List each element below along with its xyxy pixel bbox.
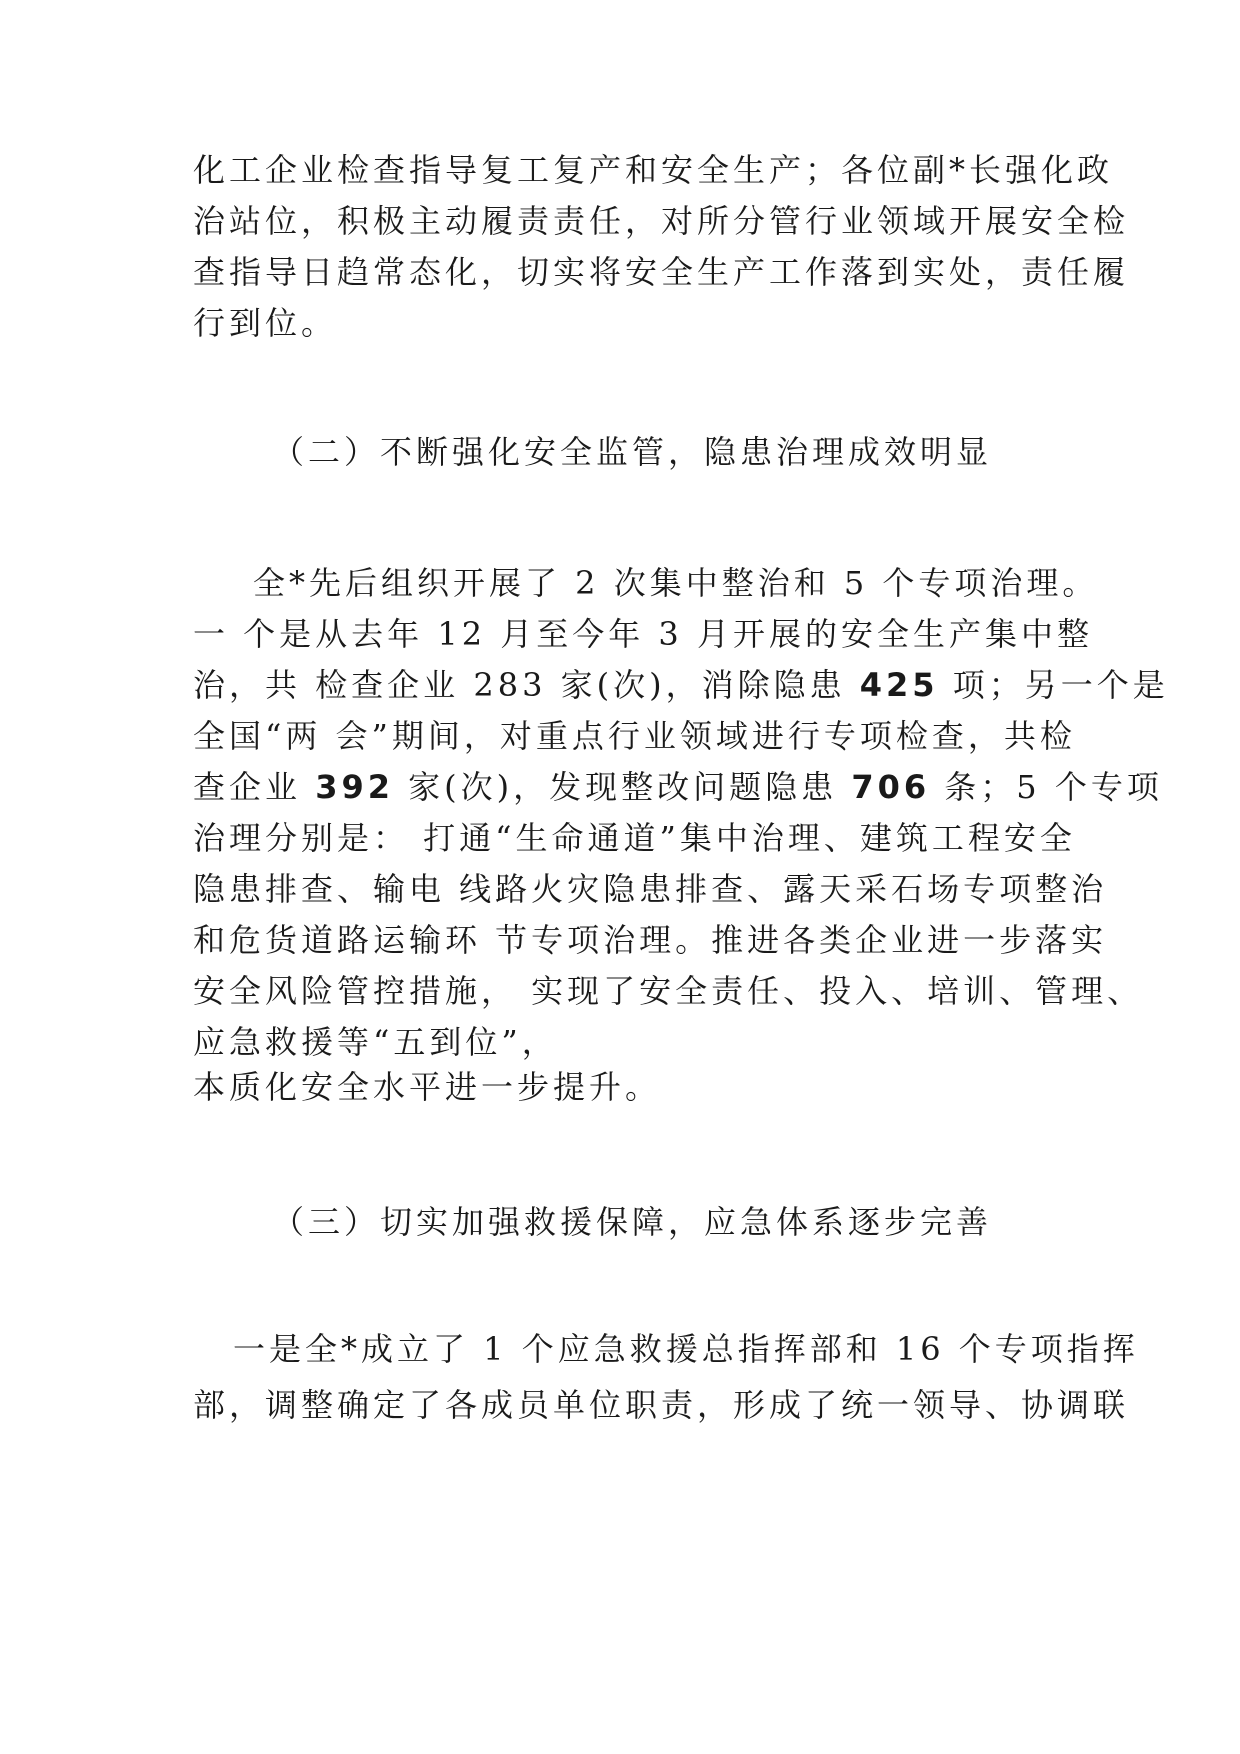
issue-count: 706	[851, 768, 931, 806]
section-heading-3: （三）切实加强救援保障，应急体系逐步完善	[272, 1203, 993, 1241]
paragraph-line: 和危货道路运输环 节专项治理。推进各类企业进一步落实	[193, 921, 1108, 959]
paragraph-line: 本质化安全水平进一步提升。	[193, 1068, 662, 1106]
text-segment: 项；另一个是	[938, 666, 1169, 704]
paragraph-line: 治站位，积极主动履责责任，对所分管行业领域开展安全检	[193, 202, 1130, 240]
paragraph-line: 行到位。	[193, 304, 338, 342]
text-segment: 条；5 个专项	[930, 768, 1163, 806]
paragraph-line	[193, 767, 1163, 807]
paragraph-line: 查指导日趋常态化，切实将安全生产工作落到实处，责任履	[193, 253, 1130, 291]
paragraph-line: 治理分别是： 打通“生命通道”集中治理、建筑工程安全	[193, 819, 1076, 857]
section-heading-2: （二）不断强化安全监管，隐患治理成效明显	[272, 433, 993, 471]
text-segment: 查企业	[193, 768, 316, 806]
paragraph-line: 化工企业检查指导复工复产和安全生产；各位副*长强化政	[193, 151, 1114, 189]
paragraph-line: 一 个是从去年 12 月至今年 3 月开展的安全生产集中整	[193, 615, 1093, 653]
paragraph-line: 安全风险管控措施， 实现了安全责任、投入、培训、管理、	[193, 972, 1144, 1010]
paragraph-line: 应急救援等“五到位”，	[193, 1023, 558, 1061]
text-segment: 家(次)，发现整改问题隐患	[393, 768, 852, 806]
paragraph-line: 隐患排查、输电 线路火灾隐患排查、露天采石场专项整治	[193, 870, 1108, 908]
paragraph-line	[193, 665, 1169, 705]
paragraph-line: 一是全*成立了 1 个应急救援总指挥部和 16 个专项指挥	[233, 1330, 1139, 1368]
paragraph-line: 全*先后组织开展了 2 次集中整治和 5 个专项治理。	[253, 564, 1099, 602]
enterprise-count: 392	[315, 768, 394, 806]
text-segment: 治，共 检查企业 283 家(次)，消除隐患	[193, 666, 860, 704]
paragraph-line: 全国“两 会”期间，对重点行业领域进行专项检查，共检	[193, 717, 1076, 755]
hazard-count: 425	[859, 666, 939, 704]
paragraph-line: 部，调整确定了各成员单位职责，形成了统一领导、协调联	[193, 1386, 1130, 1424]
